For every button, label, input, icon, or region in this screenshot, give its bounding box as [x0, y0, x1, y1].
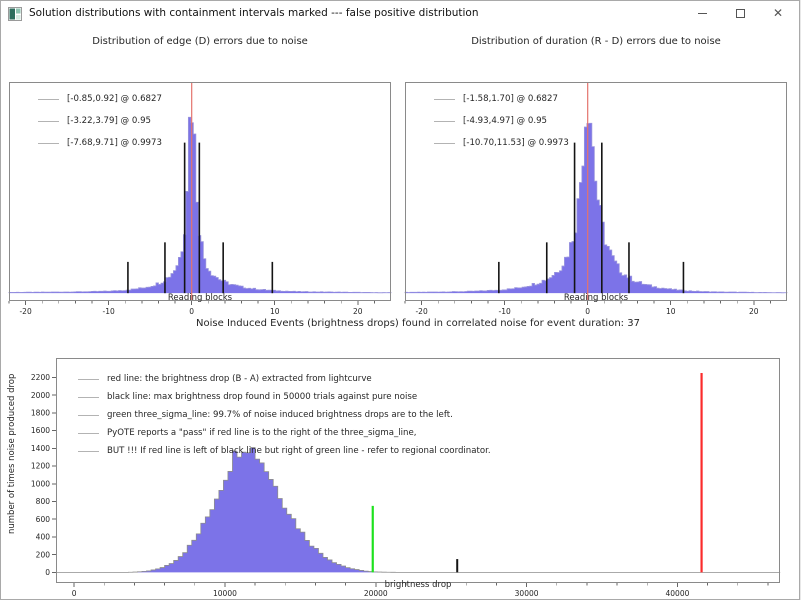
legend-item: BUT !!! If red line is left of black line but right of green line - refer to regional coordinator. [78, 442, 491, 460]
svg-text:800: 800 [35, 497, 50, 507]
legend-item: PyOTE reports a "pass" if red line is to the right of the three_sigma_line, [78, 424, 491, 442]
legend-line-sample [78, 433, 99, 434]
svg-text:400: 400 [35, 532, 50, 542]
svg-text:20: 20 [749, 307, 759, 316]
svg-text:1800: 1800 [30, 408, 50, 418]
maximize-button[interactable] [721, 1, 759, 25]
legend-line-sample [78, 415, 99, 416]
legend-line-sample [78, 379, 99, 380]
legend-line-sample [434, 99, 455, 100]
duration-plot-legend [434, 88, 569, 154]
svg-text:0: 0 [71, 589, 77, 598]
false-positive-plot-legend [78, 370, 491, 460]
edge-plot-legend [38, 88, 162, 154]
close-icon: ✕ [772, 6, 784, 20]
legend-line-sample [434, 121, 455, 122]
svg-text:1400: 1400 [30, 443, 50, 453]
svg-text:0: 0 [189, 307, 195, 316]
duration-xaxis-label: Reading blocks [563, 293, 629, 303]
legend-item: red line: the brightness drop (B - A) extracted from lightcurve [78, 370, 491, 388]
svg-text:200: 200 [35, 550, 50, 560]
svg-text:30000: 30000 [514, 589, 539, 598]
edge-xaxis-label: Reading blocks [167, 293, 233, 303]
svg-text:10: 10 [269, 307, 280, 316]
svg-text:20000: 20000 [363, 589, 388, 598]
legend-line-sample [78, 451, 99, 452]
edge-errors-plot [1, 48, 401, 316]
legend-item: [-0.85,0.92] @ 0.6827 [38, 88, 162, 110]
app-icon [8, 6, 22, 20]
svg-text:0: 0 [45, 567, 50, 577]
legend-line-sample [38, 143, 59, 144]
false-positive-xaxis-label: brightness drop [384, 580, 452, 590]
legend-item: [-7.68,9.71] @ 0.9973 [38, 132, 162, 154]
svg-text:10000: 10000 [213, 589, 237, 598]
legend-line-sample [38, 121, 59, 122]
minimize-button[interactable] [683, 1, 721, 25]
duration-errors-plot [397, 48, 801, 316]
legend-item: black line: max brightness drop found in 50000 trials against pure noise [78, 388, 491, 406]
figure-canvas [1, 25, 799, 599]
svg-text:-10: -10 [102, 307, 115, 316]
titlebar[interactable] [1, 1, 799, 25]
svg-text:40000: 40000 [665, 589, 690, 598]
false-positive-plot-title: Noise Induced Events (brightness drops) found in correlated noise for event duration: 37 [196, 318, 640, 329]
svg-text:1600: 1600 [30, 426, 50, 436]
svg-text:2200: 2200 [30, 373, 50, 383]
svg-text:-20: -20 [19, 307, 32, 316]
maximize-icon [736, 9, 745, 18]
svg-text:-10: -10 [498, 307, 511, 316]
minimize-icon [698, 13, 707, 14]
legend-line-sample [78, 397, 99, 398]
svg-text:-20: -20 [415, 307, 428, 316]
legend-line-sample [434, 143, 455, 144]
svg-text:20: 20 [353, 307, 363, 316]
legend-line-sample [38, 99, 59, 100]
svg-text:1200: 1200 [30, 461, 50, 471]
false-positive-yaxis-label: number of times noise produced drop [7, 373, 17, 534]
legend-item: [-10.70,11.53] @ 0.9973 [434, 132, 569, 154]
duration-plot-title: Distribution of duration (R - D) errors due to noise [471, 36, 721, 47]
legend-item: [-4.93,4.97] @ 0.95 [434, 110, 569, 132]
close-button[interactable] [759, 1, 797, 25]
edge-plot-title: Distribution of edge (D) errors due to noise [92, 36, 308, 47]
svg-text:600: 600 [35, 514, 50, 524]
svg-text:1000: 1000 [30, 479, 50, 489]
window-title: Solution distributions with containment intervals marked --- false positive distribution [29, 7, 479, 19]
legend-item: green three_sigma_line: 99.7% of noise induced brightness drops are to the left. [78, 406, 491, 424]
svg-text:0: 0 [585, 307, 591, 316]
svg-text:10: 10 [665, 307, 676, 316]
legend-item: [-1.58,1.70] @ 0.6827 [434, 88, 569, 110]
legend-item: [-3.22,3.79] @ 0.95 [38, 110, 162, 132]
svg-text:2000: 2000 [30, 390, 50, 400]
